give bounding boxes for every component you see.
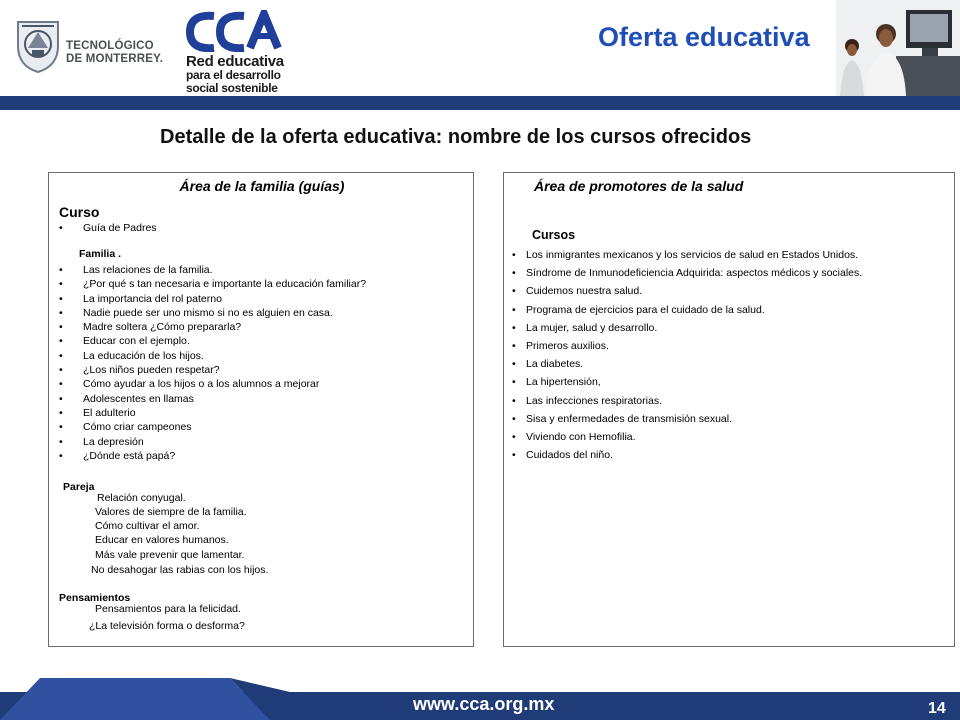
list-item: • Primeros auxilios. — [510, 340, 950, 353]
tec-logo-text: TECNOLÓGICO DE MONTERREY. — [66, 40, 164, 65]
pensamientos-item: ¿La televisión forma o desforma? — [89, 620, 245, 632]
family-area-panel — [48, 172, 474, 647]
pareja-item: Más vale prevenir que lamentar. — [95, 549, 245, 561]
list-item: • La diabetes. — [510, 358, 950, 371]
header-blue-bar — [0, 96, 960, 110]
health-area-title: Área de promotores de la salud — [534, 178, 744, 194]
list-item: • Cómo criar campeones — [49, 420, 366, 434]
list-item: • Viviendo con Hemofilia. — [510, 431, 950, 444]
list-item: • Las infecciones respiratorias. — [510, 395, 950, 408]
health-course-list — [510, 249, 950, 467]
cursos-heading: Cursos — [532, 228, 576, 242]
website-link[interactable]: www.cca.org.mx — [413, 694, 555, 714]
list-item: • Madre soltera ¿Cómo prepararla? — [49, 320, 366, 334]
header — [0, 0, 960, 110]
pareja-item: Relación conyugal. — [97, 492, 186, 504]
pareja-item: No desahogar las rabias con los hijos. — [91, 564, 269, 576]
pareja-heading: Pareja — [63, 481, 95, 493]
cca-mark-icon — [184, 10, 284, 52]
curso-list — [49, 221, 157, 235]
cca-logo-text: Red educativa para el desarrollo social sostenible — [186, 53, 284, 95]
health-promoters-panel — [503, 172, 955, 647]
list-item: • Programa de ejercicios para el cuidado de la salud. — [510, 304, 950, 317]
list-item: • ¿Dónde está papá? — [49, 449, 366, 463]
list-item: • La mujer, salud y desarrollo. — [510, 322, 950, 335]
list-item: • El adulterio — [49, 406, 366, 420]
tec-de-monterrey-logo — [14, 16, 174, 80]
list-item: • ¿Los niños pueden respetar? — [49, 363, 366, 377]
pensamientos-heading: Pensamientos — [59, 592, 131, 604]
pareja-item: Valores de siempre de la familia. — [95, 506, 247, 518]
list-item: • Nadie puede ser uno mismo si no es alguien en casa. — [49, 306, 366, 320]
list-item: • Cuidados del niño. — [510, 449, 950, 462]
curso-heading: Curso — [59, 204, 100, 220]
familia-heading: Familia . — [79, 248, 122, 260]
list-item: • Cuidemos nuestra salud. — [510, 285, 950, 298]
pareja-item: Cómo cultivar el amor. — [95, 520, 200, 532]
list-item: • La hipertensión, — [510, 376, 950, 389]
list-item: • ¿Por qué s tan necesaria e importante la educación familiar? — [49, 277, 366, 291]
pensamientos-item: Pensamientos para la felicidad. — [95, 603, 241, 615]
pareja-item: Educar en valores humanos. — [95, 534, 229, 546]
tec-emblem-icon — [14, 16, 62, 74]
list-item: • La depresión — [49, 435, 366, 449]
students-computer-photo — [836, 0, 960, 96]
list-item: • Guía de Padres — [49, 221, 157, 235]
list-item: • La importancia del rol paterno — [49, 292, 366, 306]
list-item: • Los inmigrantes mexicanos y los servicios de salud en Estados Unidos. — [510, 249, 950, 262]
slide-subtitle: Detalle de la oferta educativa: nombre de los cursos ofrecidos — [160, 126, 752, 148]
familia-list — [49, 263, 366, 463]
list-item: • Sisa y enfermedades de transmisión sexual. — [510, 413, 950, 426]
page-title: Oferta educativa — [598, 22, 810, 52]
cca-logo — [180, 10, 290, 95]
list-item: • Síndrome de Inmunodeficiencia Adquirida: aspectos médicos y sociales. — [510, 267, 950, 280]
list-item: • Adolescentes en llamas — [49, 392, 366, 406]
list-item: • La educación de los hijos. — [49, 349, 366, 363]
list-item: • Cómo ayudar a los hijos o a los alumnos a mejorar — [49, 377, 366, 391]
list-item: • Educar con el ejemplo. — [49, 334, 366, 348]
list-item: • Las relaciones de la familia. — [49, 263, 366, 277]
family-area-title: Área de la familia (guías) — [179, 178, 345, 194]
page-number: 14 — [928, 700, 946, 717]
